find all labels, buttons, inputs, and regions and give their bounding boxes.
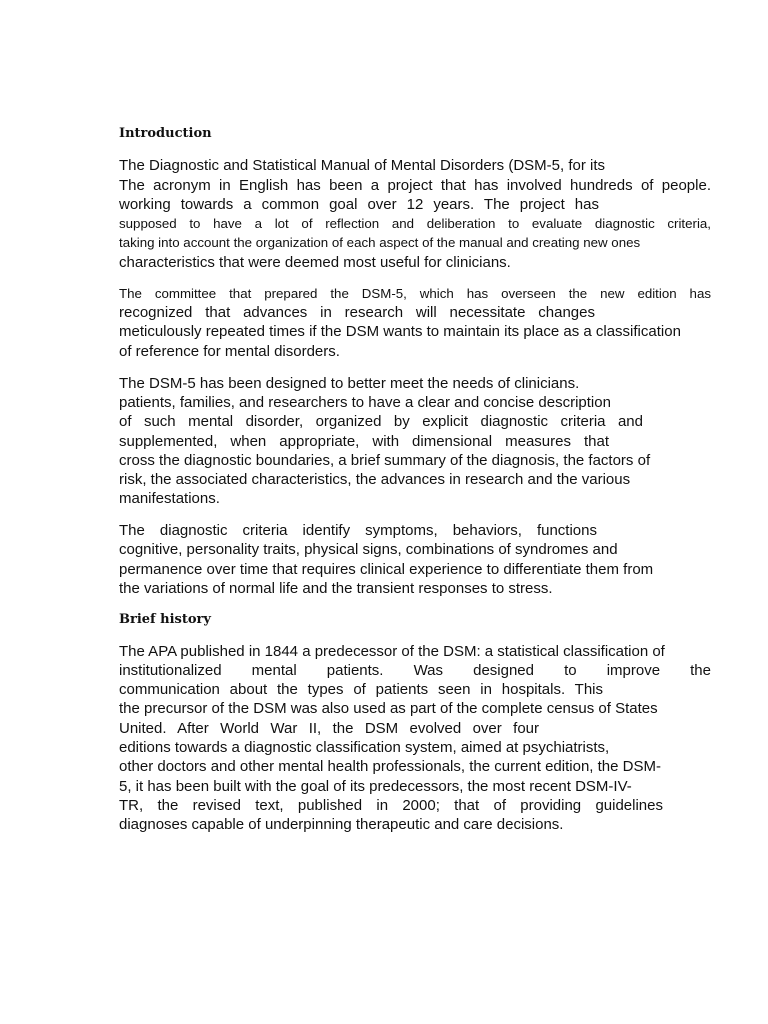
text-line: supposed to have a lot of reflection and deliberation to evaluate diagnostic criteria, [119, 216, 711, 231]
text-line: manifestations. [119, 490, 220, 507]
text-line: The Diagnostic and Statistical Manual of Mental Disorders (DSM-5, for its [119, 157, 606, 174]
text-line: taking into account the organization of each aspect of the manual and creating new ones [119, 235, 641, 250]
text-line: the precursor of the DSM was also used as part of the complete census of States [119, 700, 658, 717]
text-line: cross the diagnostic boundaries, a brief summary of the diagnosis, the factors of [119, 452, 651, 469]
text-line: The acronym in English has been a project that has involved hundreds of people. [119, 177, 711, 194]
text-line: recognized that advances in research will necessitate changes [119, 304, 595, 321]
text-line: the variations of normal life and the transient responses to stress. [119, 580, 553, 597]
text-line: editions towards a diagnostic classification system, aimed at psychiatrists, [119, 739, 610, 756]
text-line: communication about the types of patients seen in hospitals. This [119, 681, 603, 698]
text-line: The committee that prepared the DSM-5, which has overseen the new edition has [119, 286, 711, 301]
text-line: of such mental disorder, organized by explicit diagnostic criteria and [119, 413, 643, 430]
text-line: working towards a common goal over 12 years. The project has [119, 196, 599, 213]
text-line: meticulously repeated times if the DSM wants to maintain its place as a classification [119, 323, 681, 340]
text-line: permanence over time that requires clinical experience to differentiate them from [119, 561, 654, 578]
text-line: The DSM-5 has been designed to better meet the needs of clinicians. [119, 375, 580, 392]
text-line: supplemented, when appropriate, with dimensional measures that [119, 433, 609, 450]
text-line: other doctors and other mental health professionals, the current edition, the DSM- [119, 758, 661, 775]
text-line: patients, families, and researchers to have a clear and concise description [119, 394, 611, 411]
section-heading-brief-history: Brief history [119, 612, 211, 627]
text-line: risk, the associated characteristics, the advances in research and the various [119, 471, 631, 488]
text-line: The diagnostic criteria identify symptoms, behaviors, functions [119, 522, 597, 539]
text-line: TR, the revised text, published in 2000; that of providing guidelines [119, 797, 663, 814]
text-line: characteristics that were deemed most useful for clinicians. [119, 254, 511, 271]
text-line: of reference for mental disorders. [119, 343, 340, 360]
text-line: diagnoses capable of underpinning therapeutic and care decisions. [119, 816, 564, 833]
text-line: cognitive, personality traits, physical signs, combinations of syndromes and [119, 541, 618, 558]
text-line: 5, it has been built with the goal of its predecessors, the most recent DSM-IV- [119, 778, 632, 795]
text-line: United. After World War II, the DSM evolved over four [119, 720, 539, 737]
section-heading-introduction: Introduction [119, 126, 212, 141]
text-line: The APA published in 1844 a predecessor of the DSM: a statistical classification of [119, 643, 665, 660]
text-line: institutionalized mental patients. Was designed to improve the [119, 662, 711, 679]
